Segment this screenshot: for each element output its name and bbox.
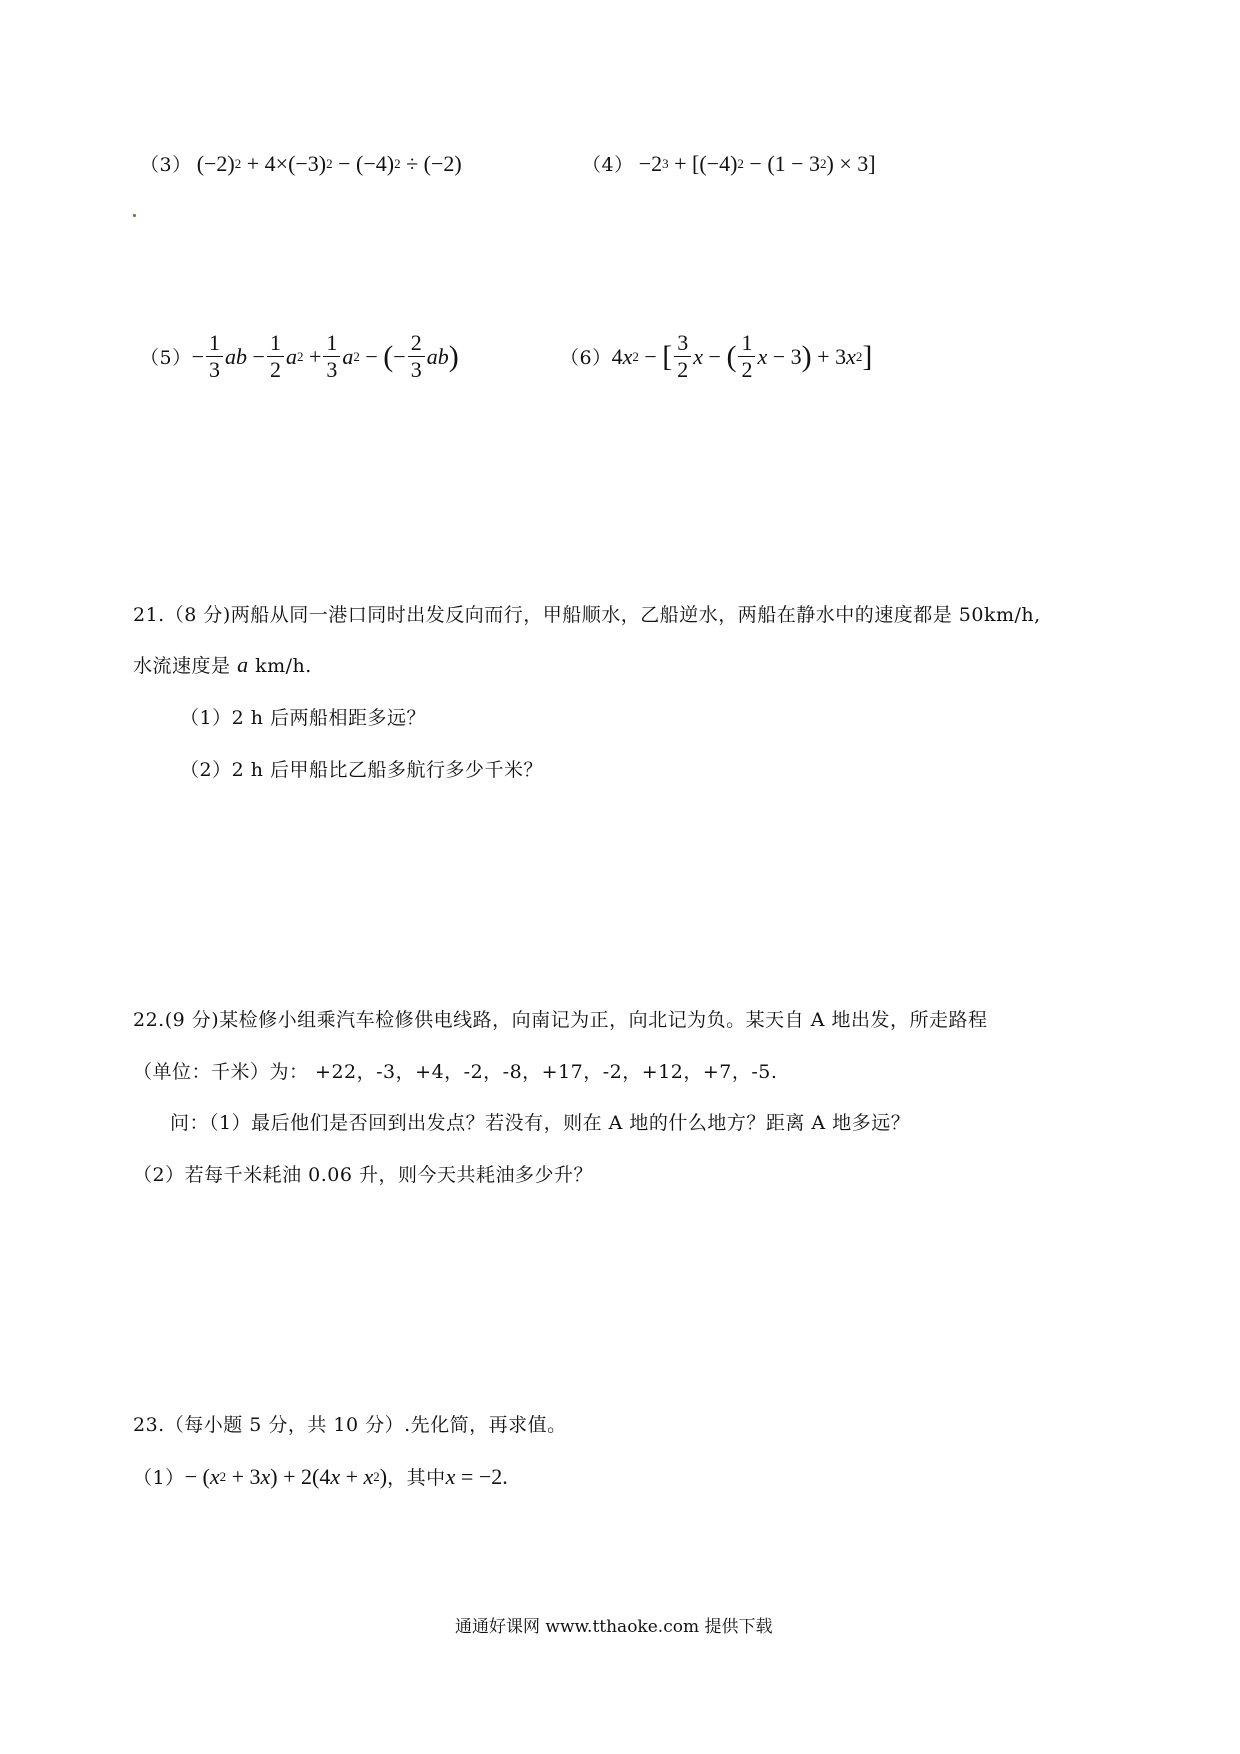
q23-sub1-label: （1） <box>133 1467 185 1489</box>
q22-line2: （单位：千米）为： +22，-3，+4，-2，-8，+17，-2，+12，+7，-5. <box>133 1061 778 1083</box>
problem-3 <box>140 150 462 177</box>
q21-line1: 21.（8 分)两船从同一港口同时出发反向而行，甲船顺水，乙船逆水，两船在静水中的速度都是 50km/h, <box>133 604 1041 626</box>
q23-sub1-where: ，其中 <box>387 1467 446 1489</box>
q23-sub1 <box>133 1463 508 1490</box>
q23-sub1-condition: x = −2. <box>445 1463 508 1489</box>
q23-sub1-expression: − ( x 2 + 3 x ) + 2(4 x + x 2 ) <box>184 1463 388 1489</box>
problem-6-label: （6） <box>560 347 612 369</box>
q22-sub2: （2）若每千米耗油 0.06 升，则今天共耗油多少升？ <box>133 1164 593 1186</box>
problem-6-expression: 4 x 2 − [ $\frac{3}{2}$ x − ( $\frac{1}{2}$ x − 3 ) + 3 x 2 ] <box>611 330 873 382</box>
problem-6 <box>560 330 872 383</box>
q21-line2 <box>133 651 312 678</box>
scan-speck <box>133 214 136 217</box>
q21-line2-suffix: km/h. <box>255 655 312 677</box>
q21-variable-a: a <box>237 652 249 677</box>
footer-credit: 通通好课网 www.tthaoke.com 提供下载 <box>455 1617 773 1637</box>
problem-5-expression: − $\frac{1}{3}$ ab − $\frac{1}{2}$ a 2 + $\frac{1}{3}$ a 2 − ( − $\frac{2}{3}$ ab ) <box>191 330 459 382</box>
q21-line2-prefix: 水流速度是 <box>133 655 231 677</box>
problem-5-label: （5） <box>140 347 192 369</box>
q23-line1: 23.（每小题 5 分，共 10 分）.先化简，再求值。 <box>133 1414 567 1436</box>
problem-3-label: （3） <box>140 154 192 176</box>
problem-4-expression: −2 3 + [(−4) 2 − (1 − 3 2 ) × 3] <box>638 151 876 176</box>
problem-5 <box>140 330 459 383</box>
problem-4-label: （4） <box>582 154 634 176</box>
q21-sub1: （1）2 h 后两船相距多远？ <box>180 707 426 729</box>
q22-line1: 22.(9 分)某检修小组乘汽车检修供电线路，向南记为正，向北记为负。某天自 A 地出发，所走路程 <box>133 1009 988 1031</box>
q22-sub1: 问：（1）最后他们是否回到出发点？若没有，则在 A 地的什么地方？距离 A 地多远？ <box>170 1112 911 1134</box>
problem-3-expression: (−2) 2 + 4×(−3) 2 − (−4) 2 ÷ (−2) <box>196 151 462 176</box>
q21-sub2: （2）2 h 后甲船比乙船多航行多少千米？ <box>180 759 543 781</box>
problem-4 <box>582 150 876 177</box>
